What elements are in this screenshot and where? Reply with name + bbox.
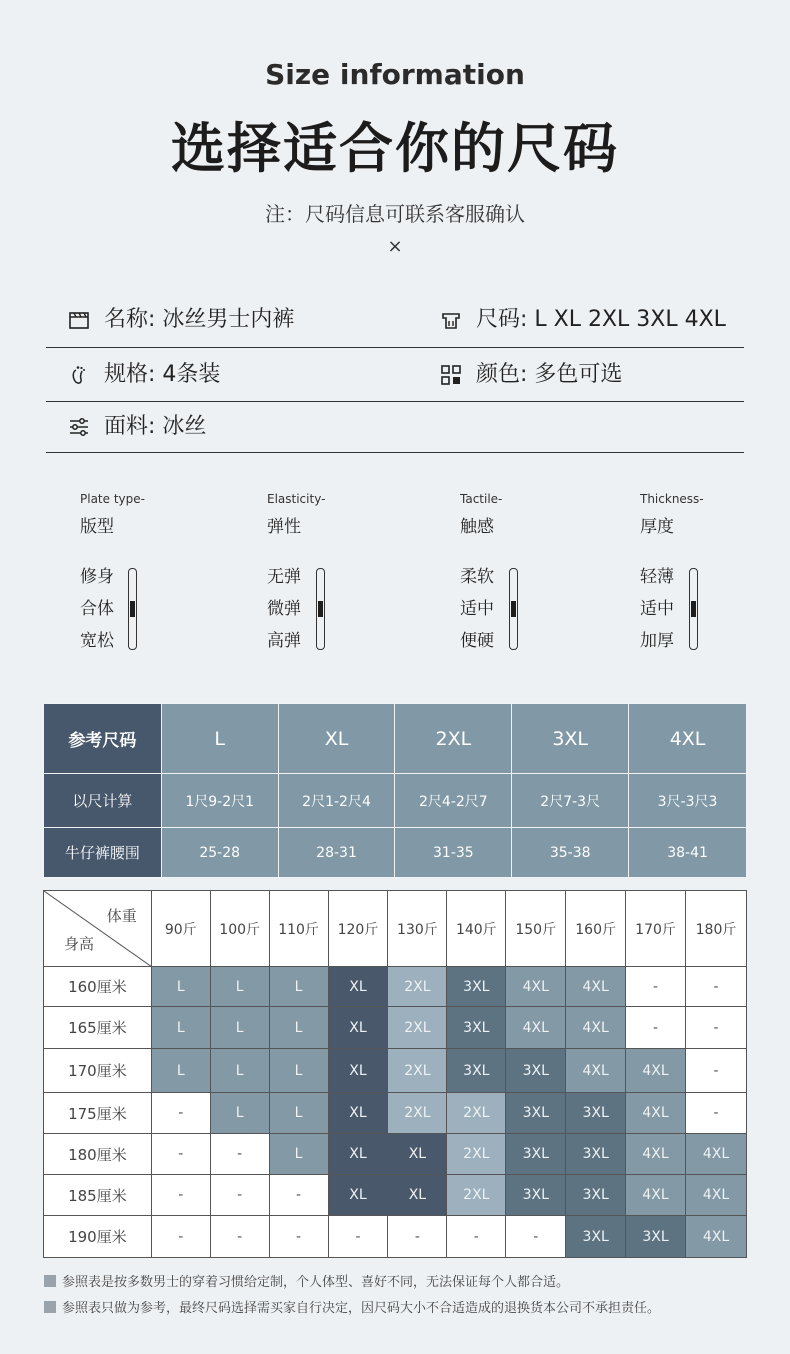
table-cell: 31-35 bbox=[395, 828, 512, 878]
fit-cell: 2XL bbox=[388, 1093, 447, 1134]
fit-cell: 4XL bbox=[626, 1134, 686, 1175]
height-label: 190厘米 bbox=[44, 1216, 152, 1258]
bullet-square bbox=[44, 1275, 56, 1287]
fit-cell: - bbox=[269, 1216, 328, 1258]
info-color: 颜色: 多色可选 bbox=[476, 362, 623, 387]
fit-cell: - bbox=[328, 1216, 388, 1258]
fit-cell: 2XL bbox=[447, 1093, 506, 1134]
size-header: 参考尺码 bbox=[44, 704, 162, 774]
height-label: 170厘米 bbox=[44, 1049, 152, 1093]
height-label: 165厘米 bbox=[44, 1007, 152, 1049]
fit-cell: L bbox=[269, 1049, 328, 1093]
info-row-3 bbox=[46, 401, 744, 453]
fit-cell: 2XL bbox=[388, 967, 447, 1007]
fit-cell: - bbox=[686, 1007, 747, 1049]
fit-cell: 3XL bbox=[626, 1216, 686, 1258]
info-size: 尺码: L XL 2XL 3XL 4XL bbox=[476, 307, 726, 332]
fit-cell: L bbox=[210, 1007, 269, 1049]
prop-plate-type: Plate type- 版型 bbox=[80, 492, 145, 537]
fit-cell: 3XL bbox=[447, 1007, 506, 1049]
table-cell: 2尺4-2尺7 bbox=[395, 774, 512, 828]
clapper-icon bbox=[68, 309, 90, 331]
fit-cell: XL bbox=[388, 1134, 447, 1175]
fit-cell: - bbox=[626, 1007, 686, 1049]
fit-cell: - bbox=[686, 1093, 747, 1134]
scale-plate-type: 修身 合体 宽松 bbox=[80, 567, 114, 651]
table-cell: 38-41 bbox=[629, 828, 747, 878]
bullet-square bbox=[44, 1301, 56, 1313]
weight-header: 120斤 bbox=[328, 891, 388, 967]
table-row bbox=[44, 1049, 747, 1093]
height-label: 185厘米 bbox=[44, 1175, 152, 1216]
scale-thickness: 轻薄 适中 加厚 bbox=[640, 567, 674, 651]
fit-cell: XL bbox=[328, 1093, 388, 1134]
weight-header: 150斤 bbox=[506, 891, 566, 967]
english-title: Size information bbox=[265, 58, 525, 91]
fit-cell: 3XL bbox=[447, 1049, 506, 1093]
weight-header: 110斤 bbox=[269, 891, 328, 967]
fit-cell: 4XL bbox=[686, 1216, 747, 1258]
table-cell: 2尺1-2尺4 bbox=[278, 774, 395, 828]
fit-cell: XL bbox=[388, 1175, 447, 1216]
size-xl: XL bbox=[278, 704, 395, 774]
note-text: 注：尺码信息可联系客服确认 bbox=[265, 202, 525, 226]
table-cell: 25-28 bbox=[161, 828, 278, 878]
fit-cell: 3XL bbox=[506, 1175, 566, 1216]
fit-cell: - bbox=[269, 1175, 328, 1216]
fit-cell: L bbox=[210, 967, 269, 1007]
table-cell: 28-31 bbox=[278, 828, 395, 878]
level-bar bbox=[689, 568, 698, 650]
fit-cell: 2XL bbox=[388, 1049, 447, 1093]
fit-cell: XL bbox=[328, 1007, 388, 1049]
fit-cell: 3XL bbox=[506, 1093, 566, 1134]
size-2xl: 2XL bbox=[395, 704, 512, 774]
fit-cell: 3XL bbox=[566, 1093, 626, 1134]
fit-cell: 3XL bbox=[566, 1175, 626, 1216]
row-label: 以尺计算 bbox=[44, 774, 162, 828]
fit-cell: 4XL bbox=[686, 1134, 747, 1175]
info-row-1 bbox=[46, 294, 744, 346]
table-cell: 1尺9-2尺1 bbox=[161, 774, 278, 828]
weight-header: 140斤 bbox=[447, 891, 506, 967]
scale-elasticity: 无弹 微弹 高弹 bbox=[267, 567, 301, 651]
fit-cell: L bbox=[151, 967, 210, 1007]
fit-cell: L bbox=[210, 1093, 269, 1134]
info-row-2 bbox=[46, 349, 744, 401]
fit-cell: - bbox=[686, 967, 747, 1007]
fit-cell: 4XL bbox=[626, 1175, 686, 1216]
fit-cell: 4XL bbox=[626, 1049, 686, 1093]
cup-icon bbox=[440, 309, 462, 331]
corner-weight-label: 体重 bbox=[106, 907, 137, 925]
fit-cell: - bbox=[210, 1134, 269, 1175]
fit-cell: 4XL bbox=[506, 967, 566, 1007]
footnote-1: 参照表是按多数男士的穿着习惯给定制，个人体型、喜好不同，无法保证每个人都合适。 bbox=[44, 1271, 569, 1290]
fit-cell: 4XL bbox=[626, 1093, 686, 1134]
fit-cell: 4XL bbox=[566, 1049, 626, 1093]
fit-cell: 4XL bbox=[506, 1007, 566, 1049]
size-4xl: 4XL bbox=[629, 704, 747, 774]
fit-cell: L bbox=[269, 967, 328, 1007]
fit-cell: - bbox=[210, 1175, 269, 1216]
fit-cell: XL bbox=[328, 967, 388, 1007]
fit-cell: L bbox=[210, 1049, 269, 1093]
fit-cell: 4XL bbox=[566, 1007, 626, 1049]
table-row bbox=[44, 1007, 747, 1049]
fit-cell: - bbox=[151, 1134, 210, 1175]
grid-icon bbox=[440, 364, 462, 386]
fit-cell: 4XL bbox=[686, 1175, 747, 1216]
size-3xl: 3XL bbox=[512, 704, 629, 774]
fit-cell: - bbox=[626, 967, 686, 1007]
row-label: 牛仔裤腰围 bbox=[44, 828, 162, 878]
fit-cell: L bbox=[151, 1007, 210, 1049]
fit-cell: - bbox=[388, 1216, 447, 1258]
weight-header: 130斤 bbox=[388, 891, 447, 967]
prop-elasticity: Elasticity- 弹性 bbox=[267, 492, 326, 537]
level-bar bbox=[128, 568, 137, 650]
table-cell: 3尺-3尺3 bbox=[629, 774, 747, 828]
height-label: 180厘米 bbox=[44, 1134, 152, 1175]
fit-cell: - bbox=[686, 1049, 747, 1093]
fit-cell: 3XL bbox=[447, 967, 506, 1007]
foot-icon bbox=[68, 364, 90, 386]
weight-header: 90斤 bbox=[151, 891, 210, 967]
page-title: 选择适合你的尺码 bbox=[171, 117, 619, 180]
close-icon: × bbox=[387, 236, 403, 257]
fit-cell: 2XL bbox=[447, 1134, 506, 1175]
fit-chart-table bbox=[43, 890, 747, 1258]
divider bbox=[46, 347, 744, 348]
fit-cell: - bbox=[151, 1093, 210, 1134]
fit-cell: XL bbox=[328, 1049, 388, 1093]
fit-cell: 4XL bbox=[566, 967, 626, 1007]
fit-cell: 2XL bbox=[388, 1007, 447, 1049]
info-spec: 规格: 4条装 bbox=[104, 362, 221, 387]
footnote-2: 参照表只做为参考，最终尺码选择需买家自行决定，因尺码大小不合适造成的退换货本公司不承担责任。 bbox=[44, 1297, 660, 1316]
diagonal-line bbox=[44, 891, 152, 967]
fit-cell: 3XL bbox=[566, 1216, 626, 1258]
fit-cell: XL bbox=[328, 1134, 388, 1175]
fit-cell: - bbox=[151, 1216, 210, 1258]
prop-thickness: Thickness- 厚度 bbox=[640, 492, 704, 537]
fit-cell: - bbox=[447, 1216, 506, 1258]
divider bbox=[46, 452, 744, 453]
fit-cell: L bbox=[269, 1007, 328, 1049]
table-cell: 35-38 bbox=[512, 828, 629, 878]
fit-cell: - bbox=[210, 1216, 269, 1258]
height-label: 160厘米 bbox=[44, 967, 152, 1007]
height-label: 175厘米 bbox=[44, 1093, 152, 1134]
fit-cell: 3XL bbox=[506, 1134, 566, 1175]
table-row bbox=[44, 1134, 747, 1175]
weight-header: 170斤 bbox=[626, 891, 686, 967]
weight-header: 100斤 bbox=[210, 891, 269, 967]
corner-height-label: 身高 bbox=[64, 935, 95, 953]
fit-cell: 3XL bbox=[506, 1049, 566, 1093]
size-l: L bbox=[161, 704, 278, 774]
sliders-icon bbox=[68, 416, 90, 438]
table-row bbox=[44, 1093, 747, 1134]
weight-header: 180斤 bbox=[686, 891, 747, 967]
fit-cell: L bbox=[151, 1049, 210, 1093]
table-row bbox=[44, 1216, 747, 1258]
prop-tactile: Tactile- 触感 bbox=[460, 492, 503, 537]
scale-tactile: 柔软 适中 便硬 bbox=[460, 567, 494, 651]
info-fabric: 面料: 冰丝 bbox=[104, 414, 207, 439]
fit-cell: L bbox=[269, 1093, 328, 1134]
fit-cell: L bbox=[269, 1134, 328, 1175]
corner-cell bbox=[44, 891, 152, 967]
fit-cell: 3XL bbox=[566, 1134, 626, 1175]
table-row bbox=[44, 1175, 747, 1216]
table-row bbox=[44, 967, 747, 1007]
table-cell: 2尺7-3尺 bbox=[512, 774, 629, 828]
size-reference-table bbox=[43, 703, 747, 878]
fit-cell: 2XL bbox=[447, 1175, 506, 1216]
level-bar bbox=[316, 568, 325, 650]
fit-cell: XL bbox=[328, 1175, 388, 1216]
fit-cell: - bbox=[506, 1216, 566, 1258]
fit-cell: - bbox=[151, 1175, 210, 1216]
info-name: 名称: 冰丝男士内裤 bbox=[104, 307, 295, 332]
weight-header: 160斤 bbox=[566, 891, 626, 967]
level-bar bbox=[509, 568, 518, 650]
